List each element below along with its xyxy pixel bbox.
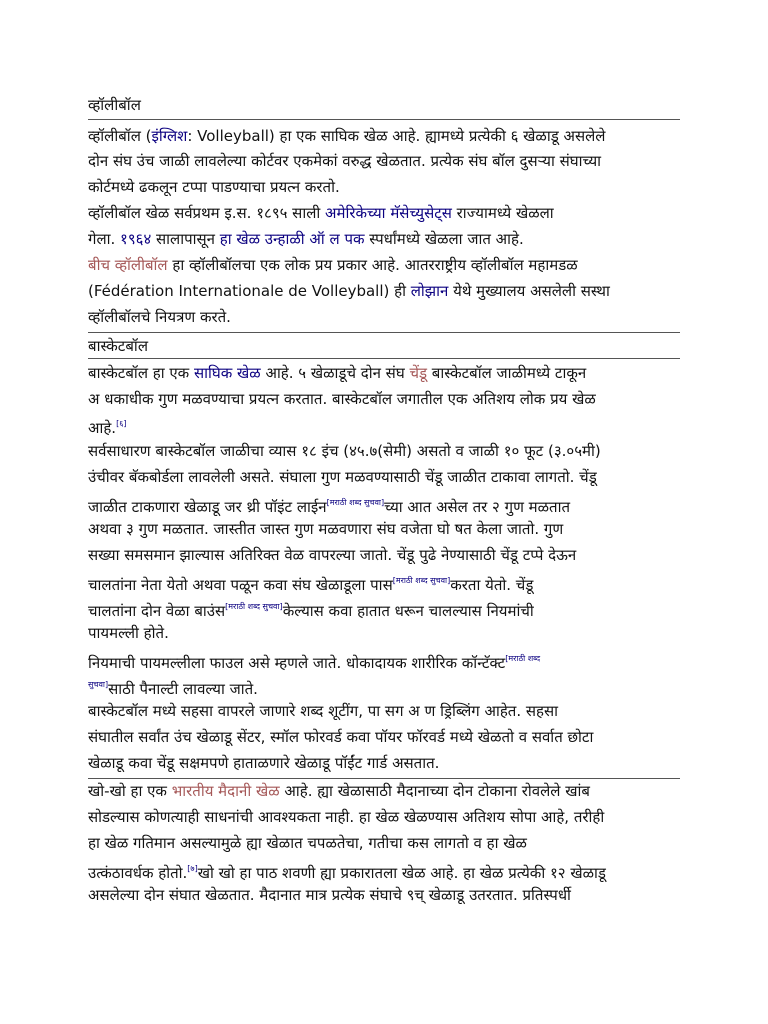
text: (Fédération Internationale de Volleyball) ही: [88, 282, 411, 300]
khokho-line-3: हा खेळ गतिमान असल्यामुळे ह्या खेळात चपळतेचा, गतीचा कस लागतो व हा खेळ: [88, 834, 527, 852]
suggest-word-link[interactable]: [मराठी शब्द सुचवा]: [326, 498, 385, 507]
english-link[interactable]: इंग्लिश: [151, 127, 188, 145]
text: बास्केटबॉल हा एक: [88, 364, 194, 382]
volleyball-line-4: [88, 203, 554, 223]
text: खो-खो हा एक: [88, 782, 172, 800]
basketball-line-5: उंचीवर बॅकबोर्डला लावलेली असते. संघाला गुण मळवण्यासाठी चेंडू जाळीत टाकावा लागतो. चेंडू: [88, 468, 597, 486]
volleyball-line-8: व्हॉलीबॉलचे नियत्रण करते.: [88, 308, 231, 326]
khokho-line-4: [88, 859, 606, 883]
basketball-line-14: बास्केटबॉल मध्ये सहसा वापरले जाणारे शब्द शूटींग, पा सग अ ण ड्रिब्लिंग आहेत. सहसा: [88, 702, 559, 720]
text: आहे. ह्या खेळासाठी मैदानाच्या दोन टोकाना रोवलेले खांब: [279, 782, 590, 800]
text: व्हॉलीबॉल (: [88, 127, 152, 145]
section-divider: [88, 332, 680, 333]
massachusetts-link[interactable]: मॅसेच्युसेट्स: [390, 204, 452, 222]
text: हा व्हॉलीबॉलचा एक लोक प्रय प्रकार आहे. आतरराष्ट्रीय व्हॉलीबॉल महामडळ: [167, 256, 578, 274]
team-sport-link[interactable]: साघिक खेळ: [193, 364, 261, 382]
basketball-line-1: [88, 363, 586, 383]
khokho-line-5: असलेल्या दोन संघात खेळतात. मैदानात मात्र प्रत्येक संघाचे ९च् खेळाडू उतरतात. प्रतिस्पर्धी: [88, 886, 571, 904]
basketball-line-15: संघातील सर्वांत उंच खेळाडू सेंटर, स्मॉल फोरवर्ड कवा पॉयर फॉरवर्ड मध्ये खेळतो व सर्वात छोटा: [88, 728, 594, 746]
indian-outdoor-game-link[interactable]: भारतीय मैदानी खेळ: [171, 782, 280, 800]
text: आहे.: [88, 419, 117, 437]
basketball-line-13: [88, 675, 258, 699]
text: व्हॉलीबॉल खेळ सर्वप्रथम इ.स. १८९५ साली: [88, 204, 326, 222]
section-divider: [88, 358, 680, 359]
text: राज्यामध्ये खेळला: [451, 204, 554, 222]
basketball-line-3: [88, 414, 126, 438]
america-link[interactable]: अमेरिकेच्या: [325, 204, 386, 222]
citation-link[interactable]: [७]: [187, 864, 198, 873]
text: केल्यास कवा हातात धरून चालल्यास नियमांची: [282, 602, 534, 620]
volleyball-heading: व्हॉलीबॉल: [88, 96, 141, 114]
text: बास्केटबॉल जाळीमध्ये टाकून: [427, 364, 587, 382]
section-divider: [88, 119, 680, 120]
text: चालतांना दोन वेळा बाउंस: [88, 602, 226, 620]
year-1964-link[interactable]: १९६४: [120, 230, 152, 248]
text: येथे मुख्यालय असलेली सस्था: [448, 282, 610, 300]
text: नियमाची पायमल्लीला फाउल असे म्हणले जाते. धोकादायक शारीरिक कॉन्टॅक्ट: [88, 654, 506, 672]
text: : Volleyball) हा एक साघिक खेळ आहे. ह्यामध्ये प्रत्येकी ६ खेळाडू असलेले: [187, 127, 606, 145]
section-divider: [88, 778, 680, 779]
basketball-line-12: [88, 649, 540, 673]
text: जाळीत टाकणारा खेळाडू जर थ्री पॉइंट लाईन: [88, 498, 327, 516]
citation-link[interactable]: [६]: [116, 419, 127, 428]
volleyball-line-1: [88, 126, 605, 146]
ball-link[interactable]: चेंडू: [409, 364, 428, 382]
suggest-word-link[interactable]: [मराठी शब्द सुचवा]: [392, 576, 451, 585]
text: खो खो हा पाठ शवणी ह्या प्रकारातला खेळ आहे. हा खेळ प्रत्येकी १२ खेळाडू: [197, 864, 606, 882]
suggest-word-link[interactable]: सुचवा]: [88, 680, 109, 689]
basketball-line-8: सख्या समसमान झाल्यास अतिरिक्त वेळ वापरल्या जातो. चेंडू पुढे नेण्यासाठी चेंडू टप्पे देऊन: [88, 546, 577, 564]
text: उत्कंठावर्धक होतो.: [88, 864, 188, 882]
volleyball-line-5: [88, 229, 524, 249]
text: सालापासून: [151, 230, 220, 248]
basketball-line-16: खेळाडू कवा चेंडू सक्षमपणे हाताळणारे खेळाडू पॉईंट गार्ड असतात.: [88, 754, 440, 772]
text: च्या आत असेल तर २ गुण मळतात: [384, 498, 571, 516]
basketball-line-2: अ धकाधीक गुण मळवण्याचा प्रयत्न करतात. बास्केटबॉल जगातील एक अतिशय लोक प्रय खेळ: [88, 390, 596, 408]
text: स्पर्धांमध्ये खेळला जात आहे.: [364, 230, 524, 248]
basketball-heading: बास्केटबॉल: [88, 337, 148, 355]
text: गेला.: [88, 230, 121, 248]
basketball-line-9: [88, 571, 533, 595]
volleyball-line-2: दोन संघ उंच जाळी लावलेल्या कोर्टवर एकमेकां वरुद्ध खेळतात. प्रत्येक संघ बॉल दुसऱ्या संघाच्या: [88, 152, 602, 170]
text: आहे. ५ खेळाडूचे दोन संघ: [260, 364, 410, 382]
volleyball-line-7: [88, 281, 610, 301]
suggest-word-link[interactable]: [मराठी शब्द: [505, 654, 541, 663]
basketball-line-10: [88, 597, 534, 621]
text: साठी पैनाल्टी लावल्या जाते.: [108, 680, 258, 698]
volleyball-line-3: कोर्टमध्ये ढकलून टप्पा पाडण्याचा प्रयत्न करतो.: [88, 178, 340, 196]
volleyball-line-6: [88, 255, 578, 275]
basketball-line-11: पायमल्ली होते.: [88, 624, 169, 642]
basketball-line-7: अथवा ३ गुण मळतात. जास्तीत जास्त गुण मळवणारा संघ वजेता घो षत केला जातो. गुण: [88, 520, 564, 538]
beach-volleyball-link[interactable]: बीच व्हॉलीबॉल: [88, 256, 168, 274]
suggest-word-link[interactable]: [मराठी शब्द सुचवा]: [225, 602, 283, 611]
text: करता येतो. चेंडू: [450, 576, 534, 594]
basketball-line-4: सर्वसाधारण बास्केटबॉल जाळीचा व्यास १८ इंच (४५.७(सेमी) असतो व जाळी १० फूट (३.०५मी): [88, 442, 601, 460]
lausanne-link[interactable]: लोझान: [410, 282, 449, 300]
khokho-line-2: सोडल्यास कोणत्याही साधनांची आवश्यकता नाही. हा खेळ खेळण्यास अतिशय सोपा आहे, तरीही: [88, 808, 605, 826]
basketball-line-6: [88, 493, 570, 517]
summer-olympics-link[interactable]: हा खेळ उन्हाळी ऑ ल पक: [219, 230, 365, 248]
khokho-line-1: [88, 781, 590, 801]
text: चालतांना नेता येतो अथवा पळून कवा संघ खेळाडूला पास: [88, 576, 393, 594]
